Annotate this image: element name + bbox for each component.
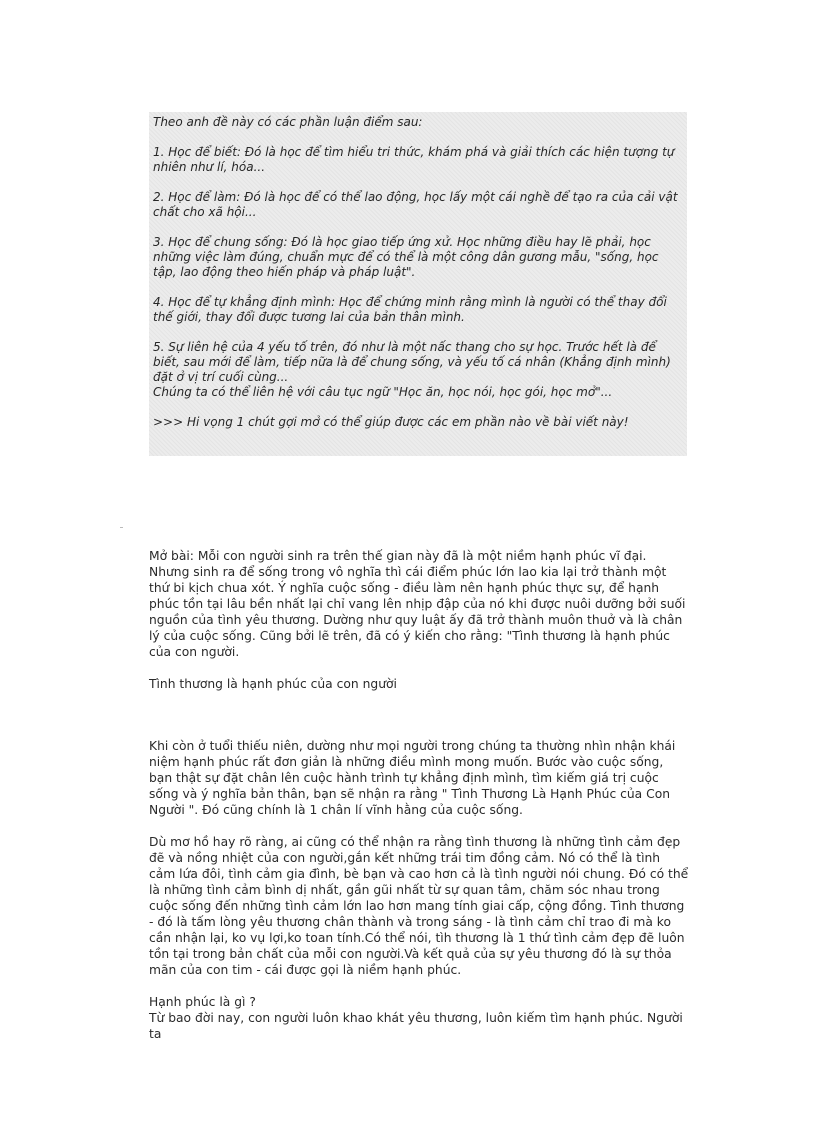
quote-proverb-line: Chúng ta có thể liên hệ với câu tục ngữ "Học ăn, học nói, học gói, học mở"... [153, 385, 613, 399]
quote-point-2: 2. Học để làm: Đó là học để có thể lao động, học lấy một cái nghề để tạo ra của cải vật chất cho xã hội... [153, 190, 678, 219]
quote-point-5: 5. Sự liên hệ của 4 yếu tố trên, đó như là một nấc thang cho sự học. Trước hết là để biết, sau mới để làm, tiếp nữa là để chung sống, và yếu tố cá nhân (Khẳng định mình) đặt ở vị trí cuối cùng... [153, 340, 671, 384]
stray-mark [120, 527, 123, 528]
quote-point-4: 4. Học để tự khẳng định mình: Học để chứng minh rằng mình là người có thể thay đổi thế giới, thay đổi được tương lai của bản thân mình. [153, 295, 667, 324]
quote-point-1: 1. Học để biết: Đó là học để tìm hiểu tri thức, khám phá và giải thích các hiện tượng tự nhiên như lí, hóa... [153, 145, 675, 174]
quote-intro: Theo anh đề này có các phần luận điểm sau: [153, 115, 423, 129]
essay-paragraph-2: Dù mơ hồ hay rõ ràng, ai cũng có thể nhận ra rằng tình thương là những tình cảm đẹp đẽ và nồng nhiệt của con người,gắn kết những trái tim đồng cảm. Nó có thể là tình cảm lứa đôi, tình cảm gia đình, bè bạn và cao hơn cả là tình người nói chung. Đó có thể là những tình cảm bình dị nhất, gần gũi nhất từ sự quan tâm, chăm sóc nhau trong cuộc sống đến những tình cảm lớn lao hơn mang tính giai cấp, cộng đồng. Tình thương - đó là tấm lòng yêu thương chân thành và trong sáng - là tình cảm chỉ trao đi mà ko cần nhận lại, ko vụ lợi,ko toan tính.Có thể nói, tìh thương là 1 thứ tình cảm đẹp đẽ luôn tồn tại trong bản chất của mỗi con người.Và kết quả của sự yêu thương đó là sự thỏa mãn của con tim - cái được gọi là niềm hạnh phúc. [149, 835, 689, 977]
quoted-answer-box [149, 112, 687, 456]
essay-opening: Mở bài: Mỗi con người sinh ra trên thế gian này đã là một niềm hạnh phúc vĩ đại. Nhưng sinh ra để sống trong vô nghĩa thì cái điểm phúc lớn lao kia lại trở thành một thứ bi kịch chua xót. Ý nghĩa cuộc sống - điều làm nên hạnh phúc thực sự, để hạnh phúc tồn tại lâu bền nhất lại chỉ vang lên nhịp đập của nó khi được nuôi dưỡng bởi suối nguồn của tình yêu thương. Dường như quy luật ấy đã trở thành muôn thuở và là chân lý của cuộc sống. Cũng bởi lẽ trên, đã có ý kiến cho rằng: "Tình thương là hạnh phúc của con người. [149, 549, 686, 659]
quote-closing: >>> Hi vọng 1 chút gợi mở có thể giúp được các em phần nào về bài viết này! [153, 415, 629, 429]
essay-body [149, 548, 689, 1042]
essay-last-line: Từ bao đời nay, con người luôn khao khát yêu thương, luôn kiếm tìm hạnh phúc. Người ta [149, 1011, 683, 1041]
quote-point-3: 3. Học để chung sống: Đó là học giao tiếp ứng xử. Học những điều hay lẽ phải, học những việc làm đúng, chuẩn mực để có thể là một công dân gương mẫu, "sống, học tập, lao động theo hiến pháp và pháp luật". [153, 235, 659, 279]
essay-paragraph-1: Khi còn ở tuổi thiếu niên, dường như mọi người trong chúng ta thường nhìn nhận khái niệm hạnh phúc rất đơn giản là những điều mình mong muốn. Bước vào cuộc sống, bạn thật sự đặt chân lên cuộc hành trình tự khẳng định mình, tìm kiếm giá trị cuộc sống và ý nghĩa bản thân, bạn sẽ nhận ra rằng " Tình Thương Là Hạnh Phúc của Con Người ". Đó cũng chính là 1 chân lí vĩnh hằng của cuộc sống. [149, 739, 676, 817]
essay-heading: Tình thương là hạnh phúc của con người [149, 677, 397, 691]
essay-question: Hạnh phúc là gì ? [149, 995, 256, 1009]
